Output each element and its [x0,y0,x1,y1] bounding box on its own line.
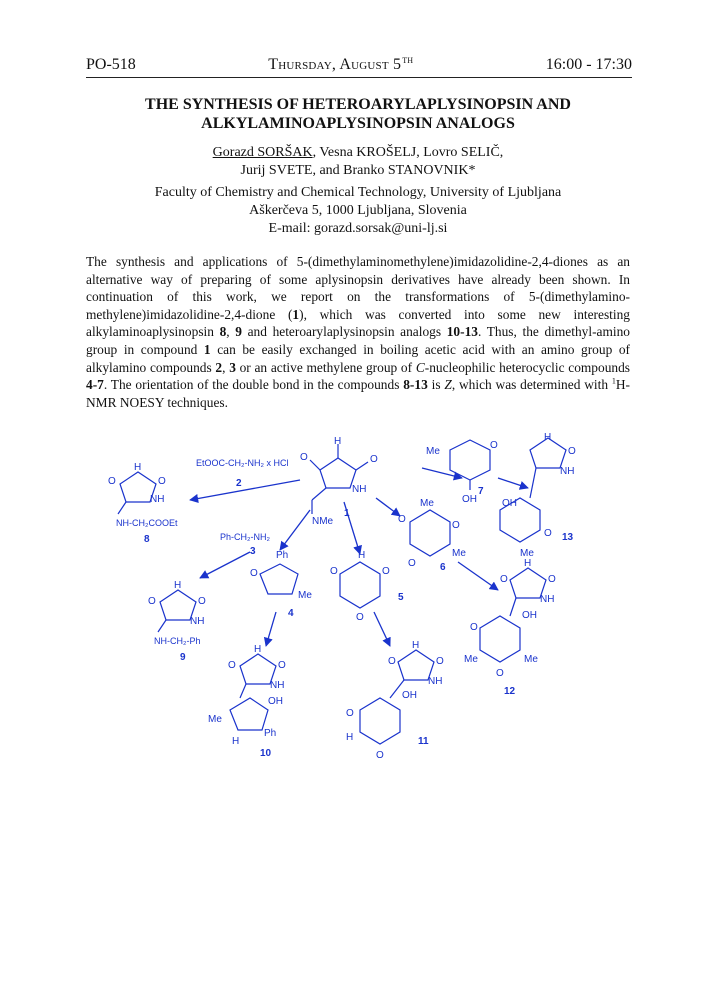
svg-text:O: O [346,708,354,719]
svg-text:7: 7 [478,486,484,497]
compound-6-structure [410,510,450,556]
svg-text:NH: NH [190,616,205,627]
svg-text:NH-CH₂COOEt: NH-CH₂COOEt [116,518,178,528]
svg-text:O: O [250,568,258,579]
svg-text:NH: NH [428,676,443,687]
svg-text:Me: Me [520,548,534,559]
svg-text:Me: Me [452,548,466,559]
svg-text:4: 4 [288,608,294,619]
svg-text:10: 10 [260,748,272,759]
arrow-4-to-10 [266,612,276,646]
svg-text:O: O [496,668,504,679]
svg-text:O: O [436,656,444,667]
affiliation-institution: Faculty of Chemistry and Chemical Technology, University of Ljubljana [154,185,562,200]
reaction-scheme [100,432,640,780]
compound-11-structure [360,650,434,744]
svg-text:O: O [470,622,478,633]
svg-text:O: O [388,656,396,667]
svg-text:O: O [408,558,416,569]
svg-text:9: 9 [180,652,186,663]
svg-text:2: 2 [236,478,242,489]
svg-text:O: O [500,574,508,585]
title-line-2: ALKYLAMINOAPLYSINOPSIN ANALOGS [201,115,515,132]
svg-text:Me: Me [426,446,440,457]
svg-text:NH: NH [540,594,555,605]
svg-text:O: O [490,440,498,451]
svg-text:H: H [232,736,240,747]
svg-text:H: H [412,640,420,651]
session-time: 16:00 - 17:30 [545,56,632,73]
arrow-1-to-8 [190,480,300,500]
svg-text:13: 13 [562,532,574,543]
svg-text:O: O [330,566,338,577]
svg-text:Me: Me [208,714,222,725]
abstract-text: The synthesis and applications of 5-(dimethylaminomethylene)imidazolidine-2,4-diones as an alternative way of preparing of some aplysinopsin derivatives have already been shown. In continuation of this work, we report on the transformations of 5-(dimethylamino-methylene)imidazolidine-2,4-dione (1), which was converted into some new interesting alkylaminoaplysinopsin 8, 9 and heteroarylaplysinopsin analogs 10-13. Thus, the dimethyl-amino group in compound 1 can be easily exchanged in boiling acetic acid with an amino group of alkylamino compounds 2, 3 or an active methylene group of C-nucleophilic heterocyclic compounds 4-7. The orientation of the double bond in the compounds 8-13 is Z, which was determined with $^1$H-NMR NOESY techniques. [86,254,631,410]
svg-text:H: H [544,432,552,443]
svg-text:Me: Me [298,590,312,601]
compound-13-structure [500,438,566,542]
svg-text:O: O [278,660,286,671]
svg-text:Ph-CH₂-NH₂: Ph-CH₂-NH₂ [220,532,270,542]
svg-text:Me: Me [464,654,478,665]
affiliation-address: Aškerčeva 5, 1000 Ljubljana, Slovenia [249,203,467,218]
svg-text:O: O [568,446,576,457]
svg-text:NH: NH [352,484,367,495]
svg-text:H: H [524,558,532,569]
session-code: PO-518 [86,56,136,73]
svg-text:O: O [148,596,156,607]
compound-7-structure [450,440,490,490]
svg-text:O: O [452,520,460,531]
svg-text:1: 1 [344,508,350,519]
svg-text:OH: OH [502,498,517,509]
svg-text:11: 11 [418,736,429,747]
svg-text:Me: Me [420,498,434,509]
compound-8-structure [118,472,156,514]
svg-text:Me: Me [524,654,538,665]
svg-text:O: O [300,452,308,463]
compound-10-structure [230,654,276,730]
svg-text:12: 12 [504,686,516,697]
svg-text:OH: OH [402,690,417,701]
svg-text:NMe: NMe [312,516,334,527]
svg-text:OH: OH [462,494,477,505]
arrow-5-to-11 [374,612,390,646]
paper-title [90,95,626,133]
svg-text:O: O [356,612,364,623]
affiliation [90,184,626,238]
svg-text:H: H [334,436,342,447]
svg-text:O: O [108,476,116,487]
title-line-1: THE SYNTHESIS OF HETEROARYLAPLYSINOPSIN AND [145,96,571,113]
authors [90,144,626,180]
svg-text:H: H [174,580,182,591]
arrow-3-to-9 [200,552,250,578]
svg-text:O: O [228,660,236,671]
svg-text:OH: OH [268,696,283,707]
compound-4-structure [260,564,298,594]
svg-text:NH-CH₂-Ph: NH-CH₂-Ph [154,636,201,646]
svg-text:NH: NH [150,494,165,505]
svg-text:O: O [158,476,166,487]
svg-text:O: O [544,528,552,539]
scheme-labels [108,432,576,761]
svg-text:O: O [198,596,206,607]
arrow-1-to-4 [280,510,310,550]
arrow-7-to-13 [498,478,528,488]
session-day: Thursday, August 5TH [268,56,414,73]
svg-text:H: H [346,732,354,743]
svg-text:O: O [376,750,384,761]
svg-text:O: O [548,574,556,585]
svg-text:8: 8 [144,534,150,545]
svg-text:Ph: Ph [276,550,289,561]
svg-text:NH: NH [270,680,285,691]
svg-text:H: H [254,644,262,655]
affiliation-email: E-mail: gorazd.sorsak@uni-lj.si [268,221,448,236]
arrow-6-to-12 [458,562,498,590]
svg-text:O: O [370,454,378,465]
coauthors-2: Jurij SVETE, and Branko STANOVNIK* [240,163,476,178]
arrow-1-to-6 [376,498,400,516]
svg-text:NH: NH [560,466,575,477]
svg-text:5: 5 [398,592,404,603]
svg-text:EtOOC-CH₂-NH₂ x HCl: EtOOC-CH₂-NH₂ x HCl [196,458,289,468]
compound-1-structure [310,444,368,514]
compound-5-structure [340,562,380,608]
presenting-author: Gorazd SORŠAK [212,145,313,160]
svg-text:O: O [398,514,406,525]
svg-text:O: O [382,566,390,577]
svg-text:6: 6 [440,562,446,573]
svg-text:3: 3 [250,546,256,557]
coauthors-1: , Vesna KROŠELJ, Lovro SELIČ, [312,145,504,160]
svg-text:Ph: Ph [264,728,277,739]
svg-text:H: H [358,550,366,561]
page-header [86,50,632,78]
scheme-structures [118,438,566,744]
svg-text:H: H [134,462,142,473]
svg-text:OH: OH [522,610,537,621]
